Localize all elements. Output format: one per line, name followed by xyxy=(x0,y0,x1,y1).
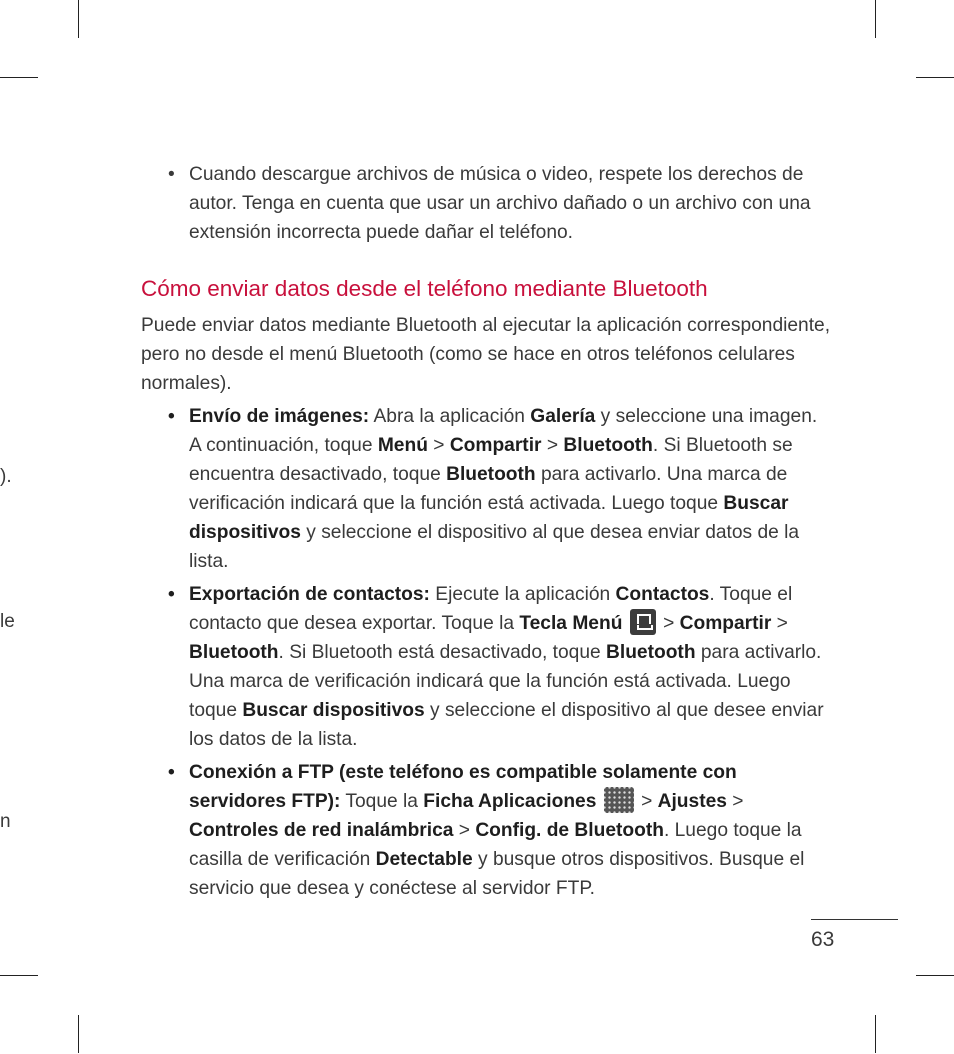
contacts-label: Exportación de contactos: xyxy=(189,584,430,605)
text-run: para activarlo. Una marca de verificación indicará que la función está activada. Luego toque xyxy=(189,464,788,514)
text-run: . Luego toque la casilla de verificación xyxy=(189,820,802,870)
intro-bullet-text: Cuando descargue archivos de música o video, respete los derechos de autor. Tenga en cuenta que usar un archivo dañado o un archivo con una extensión incorrecta puede dañar el teléfono. xyxy=(189,164,811,243)
crop-mark xyxy=(875,1015,876,1053)
page-number-rule xyxy=(811,919,898,920)
text-run: y seleccione el dispositivo al que desee enviar los datos de la lista. xyxy=(189,700,824,750)
intro-paragraph: Puede enviar datos mediante Bluetooth al ejecutar la aplicación correspondiente, pero no desde el menú Bluetooth (como se hace en otros teléfonos celulares normales). xyxy=(141,315,831,394)
bullet-marker: • xyxy=(168,164,175,185)
crop-mark xyxy=(916,77,954,78)
bold-term: Bluetooth xyxy=(189,642,279,663)
bold-term: Galería xyxy=(530,406,596,427)
page-content xyxy=(141,160,831,903)
text-run: > xyxy=(541,435,564,456)
images-bullet xyxy=(141,402,831,576)
bold-term: Buscar dispositivos xyxy=(189,493,789,543)
crop-mark xyxy=(916,975,954,976)
text-run: Abra la aplicación xyxy=(369,406,531,427)
edge-fragment: ). xyxy=(0,466,12,487)
crop-mark xyxy=(875,0,876,38)
bold-term: Buscar dispositivos xyxy=(242,700,425,721)
bold-term: Ficha Aplicaciones xyxy=(423,791,597,812)
text-run: y busque otros dispositivos. Busque el servicio que desea y conéctese al servidor FTP. xyxy=(189,849,805,899)
text-run: Toque la xyxy=(340,791,424,812)
bold-term: Config. de Bluetooth xyxy=(475,820,664,841)
bold-term: Bluetooth xyxy=(606,642,696,663)
ftp-bullet xyxy=(141,758,831,903)
text-run: Ejecute la aplicación xyxy=(429,584,616,605)
bold-term: Tecla Menú xyxy=(519,613,623,634)
bold-term: Bluetooth xyxy=(446,464,536,485)
text-run: para activarlo. Una marca de verificación indicará que la función está activada. Luego toque xyxy=(189,642,822,721)
intro-bullet xyxy=(141,160,831,247)
text-run: > xyxy=(726,791,744,812)
edge-fragment: le xyxy=(0,611,15,632)
menu-key-icon xyxy=(630,609,656,635)
text-run: . Si Bluetooth está desactivado, toque xyxy=(278,642,607,663)
crop-mark xyxy=(78,0,79,38)
ftp-label: Conexión a FTP (este teléfono es compatible solamente con servidores FTP): xyxy=(189,762,737,812)
bullet-marker: • xyxy=(168,406,175,427)
page-number: 63 xyxy=(811,928,835,951)
contacts-bullet xyxy=(141,580,831,754)
section-heading: Cómo enviar datos desde el teléfono mediante Bluetooth xyxy=(141,276,708,301)
text-run: . Toque el contacto que desea exportar. Toque la xyxy=(189,584,793,634)
text-run: y seleccione una imagen. A continuación, toque xyxy=(189,406,818,456)
text-run: . Si Bluetooth se encuentra desactivado, toque xyxy=(189,435,793,485)
bold-term: Compartir xyxy=(679,613,772,634)
bold-term: Bluetooth xyxy=(563,435,653,456)
crop-mark xyxy=(0,975,38,976)
bullet-marker: • xyxy=(168,762,175,783)
images-label: Envío de imágenes: xyxy=(189,406,370,427)
bold-term: Detectable xyxy=(375,849,473,870)
crop-mark xyxy=(0,77,38,78)
apps-grid-icon xyxy=(604,787,634,813)
bold-term: Compartir xyxy=(449,435,542,456)
crop-mark xyxy=(78,1015,79,1053)
text-run: > xyxy=(771,613,788,634)
edge-fragment: n xyxy=(0,811,11,832)
text-run: > xyxy=(635,791,658,812)
text-run: > xyxy=(657,613,680,634)
text-run: > xyxy=(427,435,450,456)
bold-term: Menú xyxy=(377,435,428,456)
bold-term: Controles de red inalámbrica xyxy=(189,820,454,841)
bullet-marker: • xyxy=(168,584,175,605)
bold-term: Ajustes xyxy=(657,791,727,812)
text-run: y seleccione el dispositivo al que desea enviar datos de la lista. xyxy=(189,522,800,572)
bold-term: Contactos xyxy=(615,584,710,605)
text-run: > xyxy=(453,820,476,841)
